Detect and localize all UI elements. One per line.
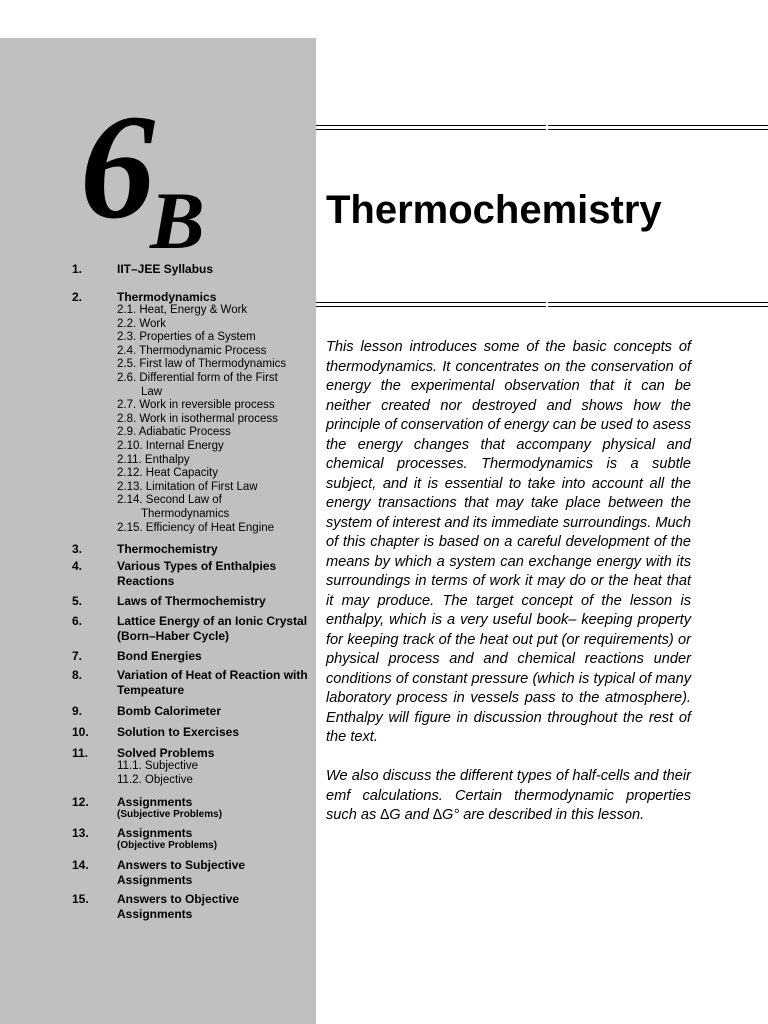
intro-text	[326, 338, 691, 826]
toc-subitem[interactable]: 11.1. Subjective	[117, 760, 198, 772]
toc-number: 6.	[72, 614, 83, 628]
toc-number: 1.	[72, 262, 83, 276]
toc-number: 15.	[72, 892, 89, 906]
toc-subitem[interactable]: 2.6. Differential form of the First Law	[117, 371, 278, 398]
toc-subitem[interactable]: 2.7. Work in reversible process	[117, 399, 275, 412]
toc-subitem[interactable]: 2.1. Heat, Energy & Work	[117, 304, 248, 316]
toc-label: Solved Problems	[117, 746, 215, 760]
toc-number: 14.	[72, 858, 89, 872]
toc-number: 10.	[72, 725, 89, 739]
toc-subitem[interactable]: 2.9. Adiabatic Process	[117, 426, 231, 439]
toc-subsection-list	[117, 760, 313, 787]
toc-label: Assignments	[117, 826, 193, 840]
toc-number: 3.	[72, 542, 83, 556]
toc-label: IIT–JEE Syllabus	[117, 262, 214, 276]
toc-number: 2.	[72, 290, 83, 304]
toc-number: 4.	[72, 559, 83, 573]
toc-subitem[interactable]: 2.2. Work	[117, 317, 166, 330]
toc-subitem[interactable]: 2.13. Limitation of First Law	[117, 480, 258, 493]
bottom-rule-gap	[546, 301, 548, 307]
toc-number: 11.	[72, 746, 89, 760]
top-rule-gap	[546, 124, 548, 130]
toc-subitem[interactable]: 2.3. Properties of a System	[117, 331, 256, 344]
toc-number: 5.	[72, 594, 83, 608]
toc-subitem[interactable]: 2.5. First law of Thermodynamics	[117, 358, 287, 371]
top-rule	[316, 125, 768, 130]
toc-label: Answers to Subjective Assignments	[117, 858, 246, 887]
intro-paragraph: This lesson introduces some of the basic concepts of thermodynamics. It concentrates on the conservation of energy the experimental observation that it can be neither created nor destroyed and shows how the principle of conservation of energy can be used to asess the energy changes that accompany physical and chemical processes. Thermodynamics is a subtle subject, and it is essential to take into account all the energy transactions that may take place between the system of interest and its immediate surroundings. Much of this chapter is based on a careful development of the means by which a system can exchange energy with its surroundings in terms of work it may do or the heat that it may produce. The target concept of the lesson is enthalpy, which is a very useful book– keeping property for keeping track of the heat out put (or requirements) or physical process and and chemical reactions under conditions of constant pressure (which is typical of many laboratory process in vessels pass to the atmosphere). Enthalpy will figure in discussion throughout the rest of the text.	[326, 339, 692, 745]
toc-number: 8.	[72, 668, 83, 682]
toc-subitem[interactable]: 2.15. Efficiency of Heat Engine	[117, 521, 275, 534]
toc-number: 13.	[72, 826, 89, 840]
toc-subitem[interactable]: 11.2. Objective	[117, 773, 193, 786]
toc-label: Lattice Energy of an Ionic Crystal (Born–Haber Cycle)	[117, 614, 308, 643]
toc-subitem[interactable]: 2.11. Enthalpy	[117, 453, 190, 466]
toc-label: Assignments	[117, 795, 193, 809]
toc-label: Various Types of Enthalpies Reactions	[117, 559, 277, 588]
toc-label: Thermochemistry	[117, 542, 218, 556]
chapter-title: Thermochemistry	[326, 188, 662, 232]
toc-subitem[interactable]: 2.14. Second Law of Thermodynamics	[117, 494, 230, 520]
chapter-letter: B	[150, 175, 205, 266]
bottom-rule	[316, 302, 768, 307]
toc-number: 12.	[72, 795, 89, 809]
toc-subitem[interactable]: 2.10. Internal Energy	[117, 439, 224, 452]
toc-subitem[interactable]: 2.12. Heat Capacity	[117, 467, 219, 480]
chapter-number: 6	[80, 84, 153, 250]
toc-note: (Objective Problems)	[117, 840, 218, 851]
intro-paragraph: We also discuss the different types of half-cells and their emf calculations. Certain thermodynamic properties such as ∆G and ∆G° are described in this lesson.	[326, 768, 691, 823]
toc-number: 7.	[72, 649, 83, 663]
toc-subsection-list	[117, 304, 313, 535]
toc-label: Laws of Thermochemistry	[117, 594, 266, 608]
toc-subitem[interactable]: 2.8. Work in isothermal process	[117, 412, 278, 425]
toc-label: Answers to Objective Assignments	[117, 892, 240, 921]
toc-note: (Subjective Problems)	[117, 809, 223, 820]
toc-label: Thermodynamics	[117, 290, 217, 304]
toc-label: Bomb Calorimeter	[117, 704, 222, 718]
toc-label: Solution to Exercises	[117, 725, 240, 739]
toc-label: Variation of Heat of Reaction with Tempeature	[117, 668, 308, 697]
toc-label: Bond Energies	[117, 649, 202, 663]
toc-number: 9.	[72, 704, 83, 718]
toc-subitem[interactable]: 2.4. Thermodynamic Process	[117, 344, 267, 357]
